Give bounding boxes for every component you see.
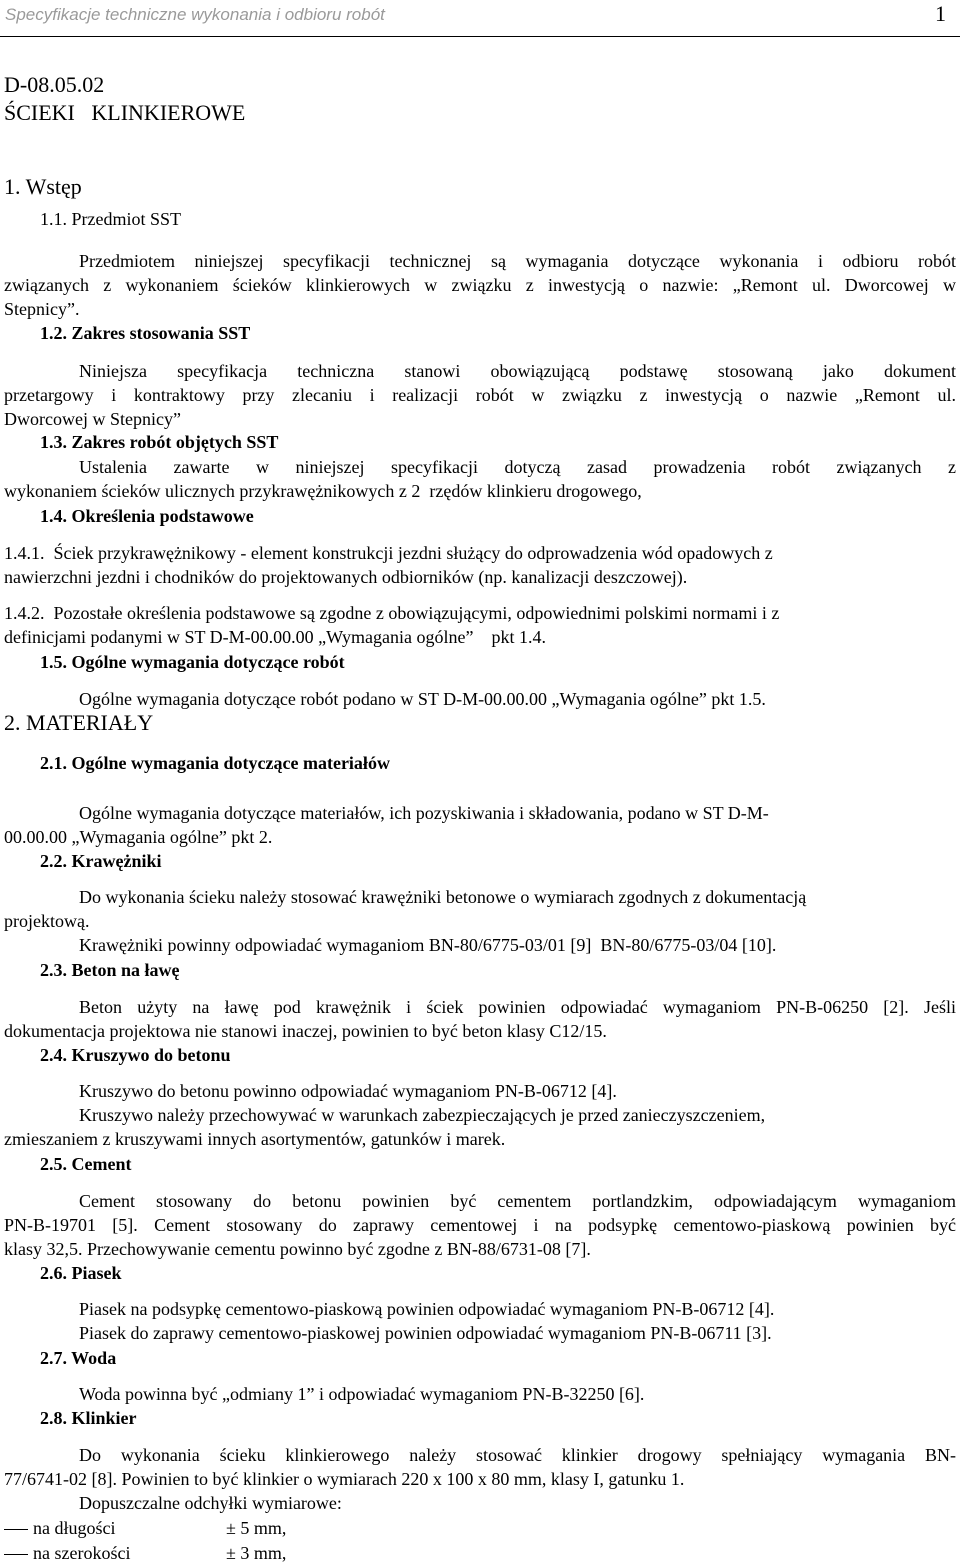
paragraph: Dopuszczalne odchyłki wymiarowe: [79, 1493, 342, 1513]
paragraph: Piasek na podsypkę cementowo-piaskową powinien odpowiadać wymaganiom PN-B-06712 [4]. [79, 1299, 775, 1319]
paragraph: definicjami podanymi w ST D-M-00.00.00 „Wymagania ogólne” pkt 1.4. [4, 627, 546, 647]
tolerance-label: na szerokości [33, 1543, 131, 1563]
list-item [4, 1542, 28, 1564]
paragraph: Przedmiotem niniejszej specyfikacji technicznej są wymagania dotyczące wykonania i odbioru robót [79, 251, 956, 271]
spec-title: ŚCIEKI KLINKIEROWE [4, 100, 246, 125]
paragraph: Niniejsza specyfikacja techniczna stanowi obowiązującą podstawę stosowaną jako dokument [79, 361, 956, 381]
paragraph: Woda powinna być „odmiany 1” i odpowiadać wymaganiom PN-B-32250 [6]. [79, 1384, 645, 1404]
paragraph: Stepnicy”. [4, 299, 80, 319]
tolerance-label: na długości [33, 1518, 116, 1538]
section-2-3-heading: 2.3. Beton na ławę [40, 960, 180, 980]
section-1-heading: 1. Wstęp [4, 174, 82, 199]
paragraph: zmieszaniem z kruszywami innych asortymentów, gatunków i marek. [4, 1129, 506, 1149]
paragraph: 1.4.1. Ściek przykrawężnikowy - element konstrukcji jezdni służący do odprowadzenia wód opadowych z [4, 543, 773, 563]
paragraph: Do wykonania ścieku należy stosować krawężniki betonowe o wymiarach zgodnych z dokumentacją [79, 887, 807, 907]
paragraph: projektową. [4, 911, 90, 931]
section-1-1-heading: 1.1. Przedmiot SST [40, 209, 182, 229]
paragraph: 00.00.00 „Wymagania ogólne” pkt 2. [4, 827, 273, 847]
paragraph: Ustalenia zawarte w niniejszej specyfikacji dotyczą zasad prowadzenia robót związanych z [79, 457, 956, 477]
paragraph: przetargowy i kontraktowy przy zlecaniu i realizacji robót w związku z inwestycją o nazwie „Remont ul. [4, 385, 956, 405]
paragraph: Piasek do zaprawy cementowo-piaskowej powinien odpowiadać wymaganiom PN-B-06711 [3]. [79, 1323, 772, 1343]
spec-code: D-08.05.02 [4, 72, 105, 97]
section-2-6-heading: 2.6. Piasek [40, 1263, 122, 1283]
section-2-5-heading: 2.5. Cement [40, 1154, 132, 1174]
paragraph: Do wykonania ścieku klinkierowego należy stosować klinkier drogowy spełniający wymagania BN- [79, 1445, 956, 1465]
paragraph: Dworcowej w Stepnicy” [4, 409, 181, 429]
paragraph: klasy 32,5. Przechowywanie cementu powinno być zgodne z BN-88/6731-08 [7]. [4, 1239, 591, 1259]
dash-bullet-icon [4, 1529, 28, 1530]
paragraph: Krawężniki powinny odpowiadać wymaganiom BN-80/6775-03/01 [9] BN-80/6775-03/04 [10]. [79, 935, 777, 955]
dash-bullet-icon [4, 1554, 28, 1555]
paragraph: dokumentacja projektowa nie stanowi inaczej, powinien to być beton klasy C12/15. [4, 1021, 607, 1041]
header-title: Specyfikacje techniczne wykonania i odbioru robót [5, 5, 385, 24]
section-2-7-heading: 2.7. Woda [40, 1348, 117, 1368]
section-2-8-heading: 2.8. Klinkier [40, 1408, 137, 1428]
paragraph: Ogólne wymagania dotyczące robót podano w ST D-M-00.00.00 „Wymagania ogólne” pkt 1.5. [79, 689, 766, 709]
list-item [4, 1517, 28, 1539]
section-2-heading: 2. MATERIAŁY [4, 710, 154, 735]
paragraph: PN-B-19701 [5]. Cement stosowany do zaprawy cementowej i na podsypkę cementowo-piaskową powinien być [4, 1215, 956, 1235]
section-2-2-heading: 2.2. Krawężniki [40, 851, 162, 871]
paragraph: 1.4.2. Pozostałe określenia podstawowe są zgodne z obowiązującymi, odpowiednimi polskimi normami i z [4, 603, 780, 623]
paragraph: 77/6741-02 [8]. Powinien to być klinkier o wymiarach 220 x 100 x 80 mm, klasy I, gatunku 1. [4, 1469, 685, 1489]
page-header [0, 0, 960, 37]
section-1-3-heading: 1.3. Zakres robót objętych SST [40, 432, 279, 452]
paragraph: wykonaniem ścieków ulicznych przykrawężnikowych z 2 rzędów klinkieru drogowego, [4, 481, 642, 501]
section-2-1-heading: 2.1. Ogólne wymagania dotyczące materiałów [40, 753, 390, 773]
section-1-4-heading: 1.4. Określenia podstawowe [40, 506, 254, 526]
section-2-4-heading: 2.4. Kruszywo do betonu [40, 1045, 231, 1065]
page-number: 1 [935, 1, 946, 26]
paragraph: Beton użyty na ławę pod krawężnik i ściek powinien odpowiadać wymaganiom PN-B-06250 [2]. Jeśli [79, 997, 956, 1017]
section-1-2-heading: 1.2. Zakres stosowania SST [40, 323, 251, 343]
paragraph: Cement stosowany do betonu powinien być cementem portlandzkim, odpowiadającym wymaganiom [79, 1191, 956, 1211]
tolerance-value: ± 5 mm, [226, 1518, 287, 1538]
section-1-5-heading: 1.5. Ogólne wymagania dotyczące robót [40, 652, 345, 672]
paragraph: związanych z wykonaniem ścieków klinkierowych w związku z inwestycją o nazwie: „Remont ul. Dworcowej w [4, 275, 956, 295]
paragraph: Ogólne wymagania dotyczące materiałów, ich pozyskiwania i składowania, podano w ST D-M- [79, 803, 769, 823]
tolerance-value: ± 3 mm, [226, 1543, 287, 1563]
paragraph: Kruszywo należy przechowywać w warunkach zabezpieczających je przed zanieczyszczeniem, [79, 1105, 766, 1125]
paragraph: nawierzchni jezdni i chodników do projektowanych odbiorników (np. kanalizacji deszczowej). [4, 567, 688, 587]
paragraph: Kruszywo do betonu powinno odpowiadać wymaganiom PN-B-06712 [4]. [79, 1081, 617, 1101]
